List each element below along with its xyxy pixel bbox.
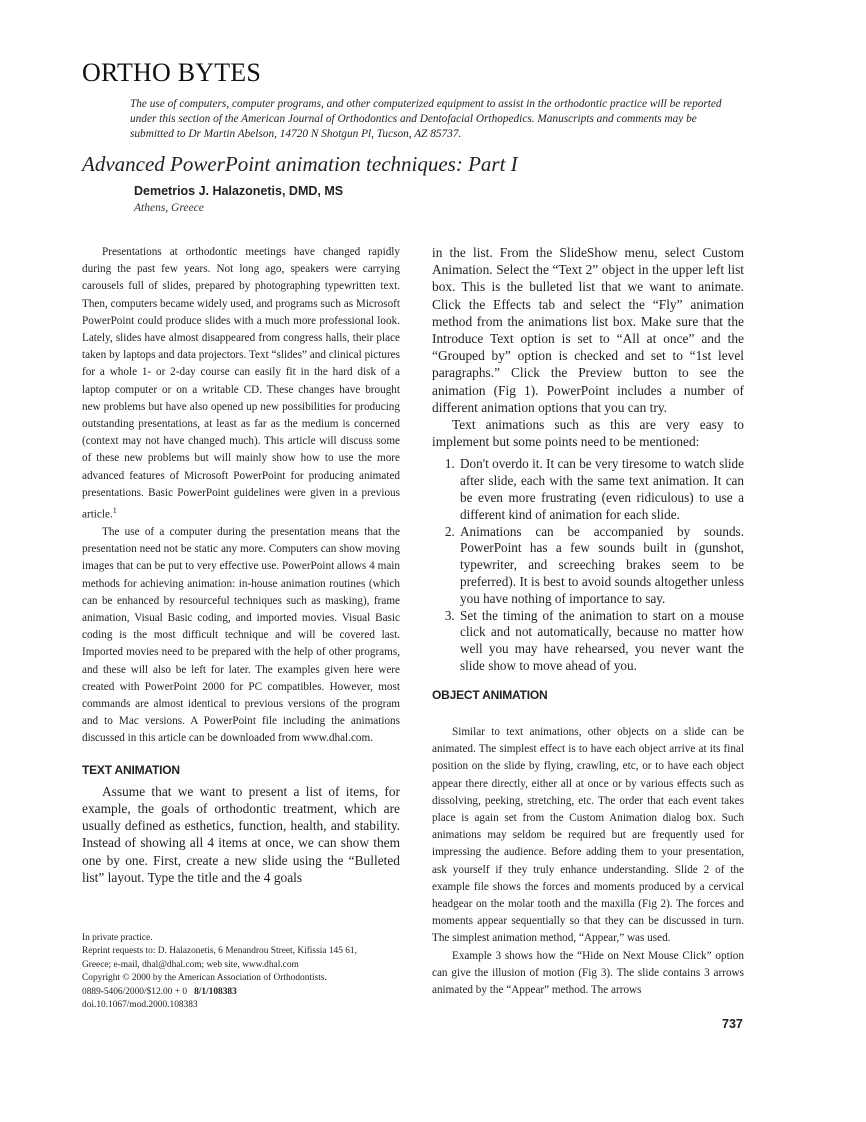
reference-marker: 1 [112, 506, 117, 516]
paragraph-points: Text animations such as this are very easy to implement but some points need to be mentioned: [432, 417, 744, 450]
heading-object-animation: OBJECT ANIMATION [432, 687, 548, 702]
paragraph-intro [82, 244, 400, 524]
paragraph-object-animation: Similar to text animations, other objects on a slide can be animated. The simplest effect is to have each object arrive at its final position on the slide by flying, crawling, etc, or to have each object appear there directly, either all at once or by various effects such as dissolving, peeking, stretching, etc. The order that each event takes place is again set from the Custom Animation dialog box. Such animations may seldom be required but are frequently used for impressing the audience. Before adding them to your presentation, ask yourself if they truly enhance understanding. Slide 2 of the example file shows the forces and moments produced by a cervical headgear on the molar tooth and the maxilla (Fig 2). The forces and moments appear sequentially so that they can be discussed in turn. The simplest animation method, “Appear,” was used. [432, 726, 744, 945]
author-affiliation: Athens, Greece [134, 202, 204, 214]
right-column [432, 244, 744, 999]
list-item: 1. Don't overdo it. It can be very tiresome to watch slide after slide, each with the same text animation. It can be even more frustrating (even ridiculous) to use a different kind of animation for each slide. [458, 456, 744, 523]
page-number: 737 [722, 1017, 743, 1031]
list-item: 2. Animations can be accompanied by sounds. PowerPoint has a few sounds built in (gunshot, typewriter, and screeching brakes seem to be preferred). It is best to avoid sounds altogether unless you have nothing of importance to say. [458, 524, 744, 608]
footnote-reprint: Reprint requests to: D. Halazonetis, 6 Menandrou Street, Kifissia 145 61, [82, 946, 357, 957]
paragraph-text-animation: Assume that we want to present a list of items, for example, the goals of orthodontic treatment, which are usually defined as esthetics, function, health, and stability. Instead of showing all 4 items at once, we can show them one by one. First, create a new slide using the “Bulleted list” layout. Type the title and the 4 goals [82, 783, 400, 885]
footnotes [82, 932, 400, 1012]
paragraph-text: Presentations at orthodontic meetings have changed rapidly during the past few years. Not long ago, speakers were carrying carousels full of slides, prepared by photographing typewritten text. Then, computers became widely used, and programs such as Microsoft PowerPoint could produce slides with a much more professional look. Lately, slides have almost disappeared from congress halls, their place taken by laptops and data projectors. Text “slides” and clinical pictures for a whole 1- or 2-day course can easily fit in the hard disk of a laptop computer or on a writable CD. These changes have brought new problems but have also opened up new possibilities for producing outstanding presentations, at least as far as the medium is concerned (context may not have changed much). This article will discuss some of these new problems but will mainly show how to use the more advanced features of Microsoft PowerPoint for producing animated presentations. Basic PowerPoint guidelines were given in a previous article. [82, 246, 400, 521]
footnote-copyright: Copyright © 2000 by the American Association of Orthodontists. [82, 973, 327, 984]
footnote-issn [82, 986, 400, 999]
section-intro: The use of computers, computer programs, and other computerized equipment to assist in the orthodontic practice will be reported under this section of the American Journal of Orthodontics and Dentofacial Orthopedics. Manuscripts and comments may be submitted to Dr Martin Abelson, 14720 N Shotgun Pl, Tucson, AZ 85737. [130, 98, 722, 140]
heading-text-animation: TEXT ANIMATION [82, 762, 180, 777]
list-item: 3. Set the timing of the animation to start on a mouse click and not automatically, because no matter how well you may have rehearsed, you never want the slide show to move ahead of you. [458, 608, 744, 675]
paragraph-custom-animation: in the list. From the SlideShow menu, select Custom Animation. Select the “Text 2” object in the upper left list box. This is the bulleted list that we want to animate. Click the Effects tab and select the “Fly” animation method from the animations list box. Make sure that the Introduce Text option is set to “All at once” and the “Grouped by” option is checked and set to “1st level paragraphs.” Click the Preview button to see the animation (Fig 1). PowerPoint includes a number of different animation options that you can try. [432, 245, 744, 415]
tips-list [432, 456, 744, 674]
section-title: ORTHO BYTES [82, 58, 262, 87]
footnote-doi: doi.10.1067/mod.2000.108383 [82, 1000, 198, 1011]
footnote-affiliation: In private practice. [82, 933, 153, 943]
author-name: Demetrios J. Halazonetis, DMD, MS [134, 184, 344, 198]
left-column [82, 244, 400, 886]
issn-code: 8/1/108383 [194, 986, 237, 997]
issn-text: 0889-5406/2000/$12.00 + 0 [82, 986, 188, 997]
paragraph-methods: The use of a computer during the presentation means that the presentation need not be static any more. Computers can show moving images that can be put to very effective use. PowerPoint allows 4 main methods for achieving animation: in-house animation routines (which can be enhanced by resourceful techniques such as masking), frame animation, Visual Basic coding, and imported movies. Visual Basic coding is the most difficult technique and will be covered last. Imported movies need to be prepared with the help of other programs, and these will also be left for later. The examples given here were created with PowerPoint 2000 for PC compatibles. However, most commands are almost identical to previous versions of the program and to Mac versions. A PowerPoint file including the animations discussed in this article can be downloaded from www.dhal.com. [82, 525, 400, 745]
paragraph-example-3: Example 3 shows how the “Hide on Next Mouse Click” option can give the illusion of motion (Fig 3). The slide contains 3 arrows animated by the “Appear” method. The arrows [432, 949, 744, 997]
footnote-contact: Greece; e-mail, dhal@dhal.com; web site, www.dhal.com [82, 959, 299, 970]
article-title: Advanced PowerPoint animation techniques: Part I [82, 152, 518, 176]
